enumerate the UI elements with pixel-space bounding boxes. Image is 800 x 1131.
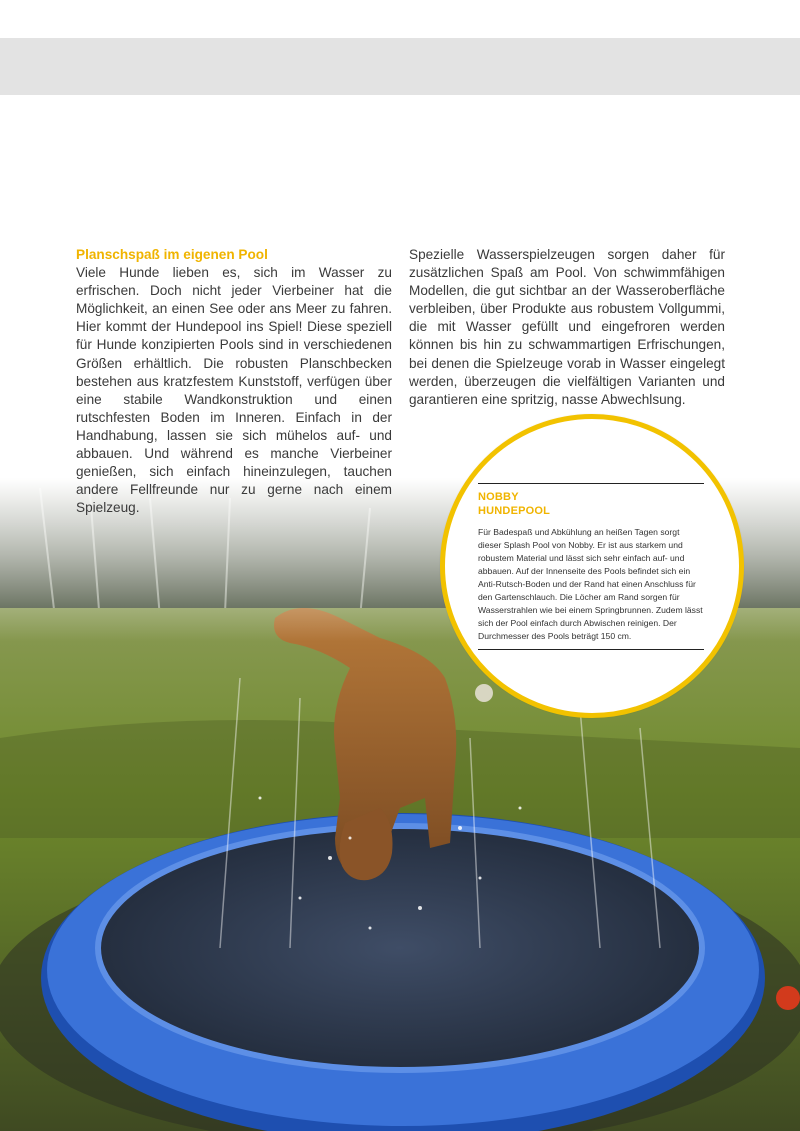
top-band [0,38,800,95]
article-heading: Planschspaß im eigenen Pool [76,247,268,262]
infobox [478,483,704,650]
infobox-title [478,490,704,518]
article-text-left: Viele Hunde lieben es, sich im Wasser zu erfrischen. Doch nicht jeder Vierbeiner hat die Möglichkeit, an einen See oder ans Meer zu fahren. Hier kommt der Hundepool ins Spiel! Diese speziell für Hunde konzipierten Pools sind in verschiedenen Größen erhältlich. Die robusten Planschbecken bestehen aus kratzfestem Kunststoff, verfügen über eine stabile Wandkonstruktion und einen rutschfesten Boden im Inneren. Einfach in der Handhabung, lassen sie sich mühelos auf- und abbauen. Und während es manche Vierbeiner genießen, sich einfach hineinzulegen, tauchen andere Fellfreunde nur zu gerne nach einem Spielzeug. [76,265,392,516]
article-column-left [76,246,392,517]
article-text-right: Spezielle Wasserspielzeugen sorgen daher für zusätzlichen Spaß am Pool. Von schwimmfähigen Modellen, die gut sichtbar an der Wasseroberfläche verbleiben, über Produkte aus robustem Vollgummi, die mit Wasser gefüllt und eingefroren werden können bis hin zu schwammartigen Erfrischungen, bei denen die Spielzeuge vorab in Wasser eingelegt werden, überzeugen die vielfältigen Varianten und garantieren eine spritzig, nasse Abwechlsung. [409,247,725,407]
article-column-right [409,246,725,409]
infobox-title-line1: NOBBY [478,491,519,503]
infobox-text: Für Badespaß und Abkühlung an heißen Tagen sorgt dieser Splash Pool von Nobby. Er ist aus starkem und robustem Material und lässt sich sehr einfach auf- und abbauen. Auf der Innenseite des Pools befindet sich ein Anti-Rutsch-Boden und der Rand hat einen Anschluss für den Gartenschlauch. Die Löcher am Rand sorgen für Wasserstrahlen wie bei einem Springbrunnen. Zudem lässt sich der Pool einfach durch Abwischen reinigen. Der Durchmesser des Pools beträgt 150 cm. [478,527,703,641]
infobox-top-rule [478,483,704,484]
infobox-title-line2: HUNDEPOOL [478,505,551,517]
infobox-bottom-rule [478,649,704,650]
